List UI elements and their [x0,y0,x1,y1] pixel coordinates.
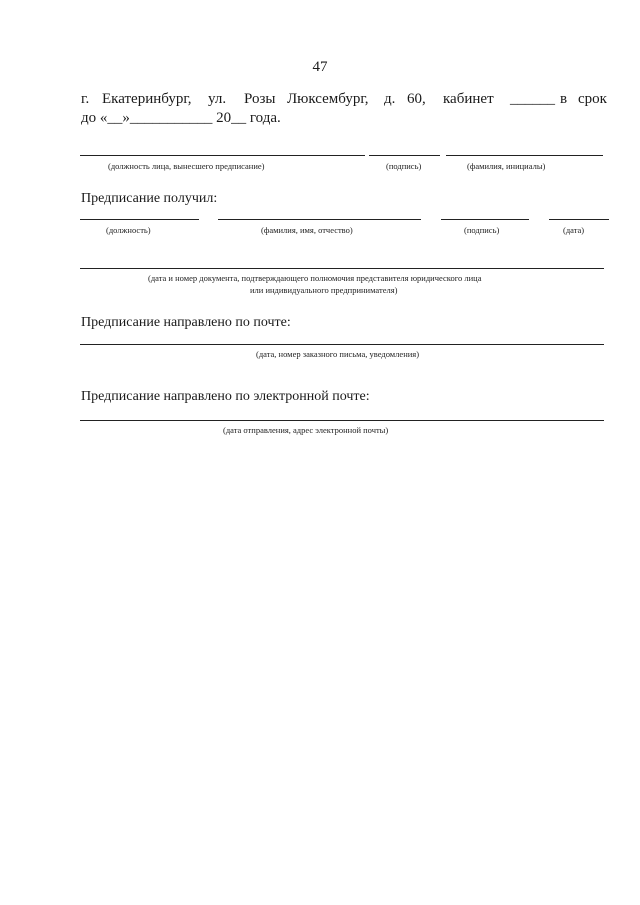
received-date-caption: (дата) [563,225,585,235]
deadline-line: до «__»___________ 20__ года. [81,110,281,126]
email-heading: Предписание направлено по электронной почте: [81,389,370,404]
address-word: 60, [407,91,426,107]
address-word: ул. [208,91,227,107]
received-name-line [218,219,421,220]
address-word: в [560,91,568,107]
address-word: г. [81,91,90,107]
authority-document-line [80,268,604,269]
issuer-position-line [80,155,365,156]
address-word: срок [578,91,607,107]
address-word: кабинет [443,91,494,107]
issuer-name-line [446,155,603,156]
mail-line [80,344,604,345]
received-position-line [80,219,199,220]
mail-caption: (дата, номер заказного письма, уведомления) [256,349,420,359]
address-word: Екатеринбург, [102,91,192,107]
received-signature-line [441,219,529,220]
page-number: 47 [312,59,328,75]
issuer-position-caption: (должность лица, вынесшего предписание) [108,161,265,171]
received-date-line [549,219,609,220]
cabinet-blank: ______ [510,91,555,107]
authority-document-caption-1: (дата и номер документа, подтверждающего полномочия представителя юридического лица [148,273,482,283]
email-caption: (дата отправления, адрес электронной почты) [223,425,389,435]
address-word: Люксембург, [287,91,369,107]
issuer-signature-caption: (подпись) [386,161,422,171]
received-position-caption: (должность) [106,225,151,235]
address-word: Розы [244,91,276,107]
received-name-caption: (фамилия, имя, отчество) [261,225,353,235]
issuer-name-caption: (фамилия, инициалы) [467,161,546,171]
email-line [80,420,604,421]
issuer-signature-line [369,155,440,156]
mail-heading: Предписание направлено по почте: [81,315,291,330]
received-signature-caption: (подпись) [464,225,500,235]
address-word: д. [384,91,396,107]
received-heading: Предписание получил: [81,191,218,206]
authority-document-caption-2: или индивидуального предпринимателя) [250,285,398,295]
